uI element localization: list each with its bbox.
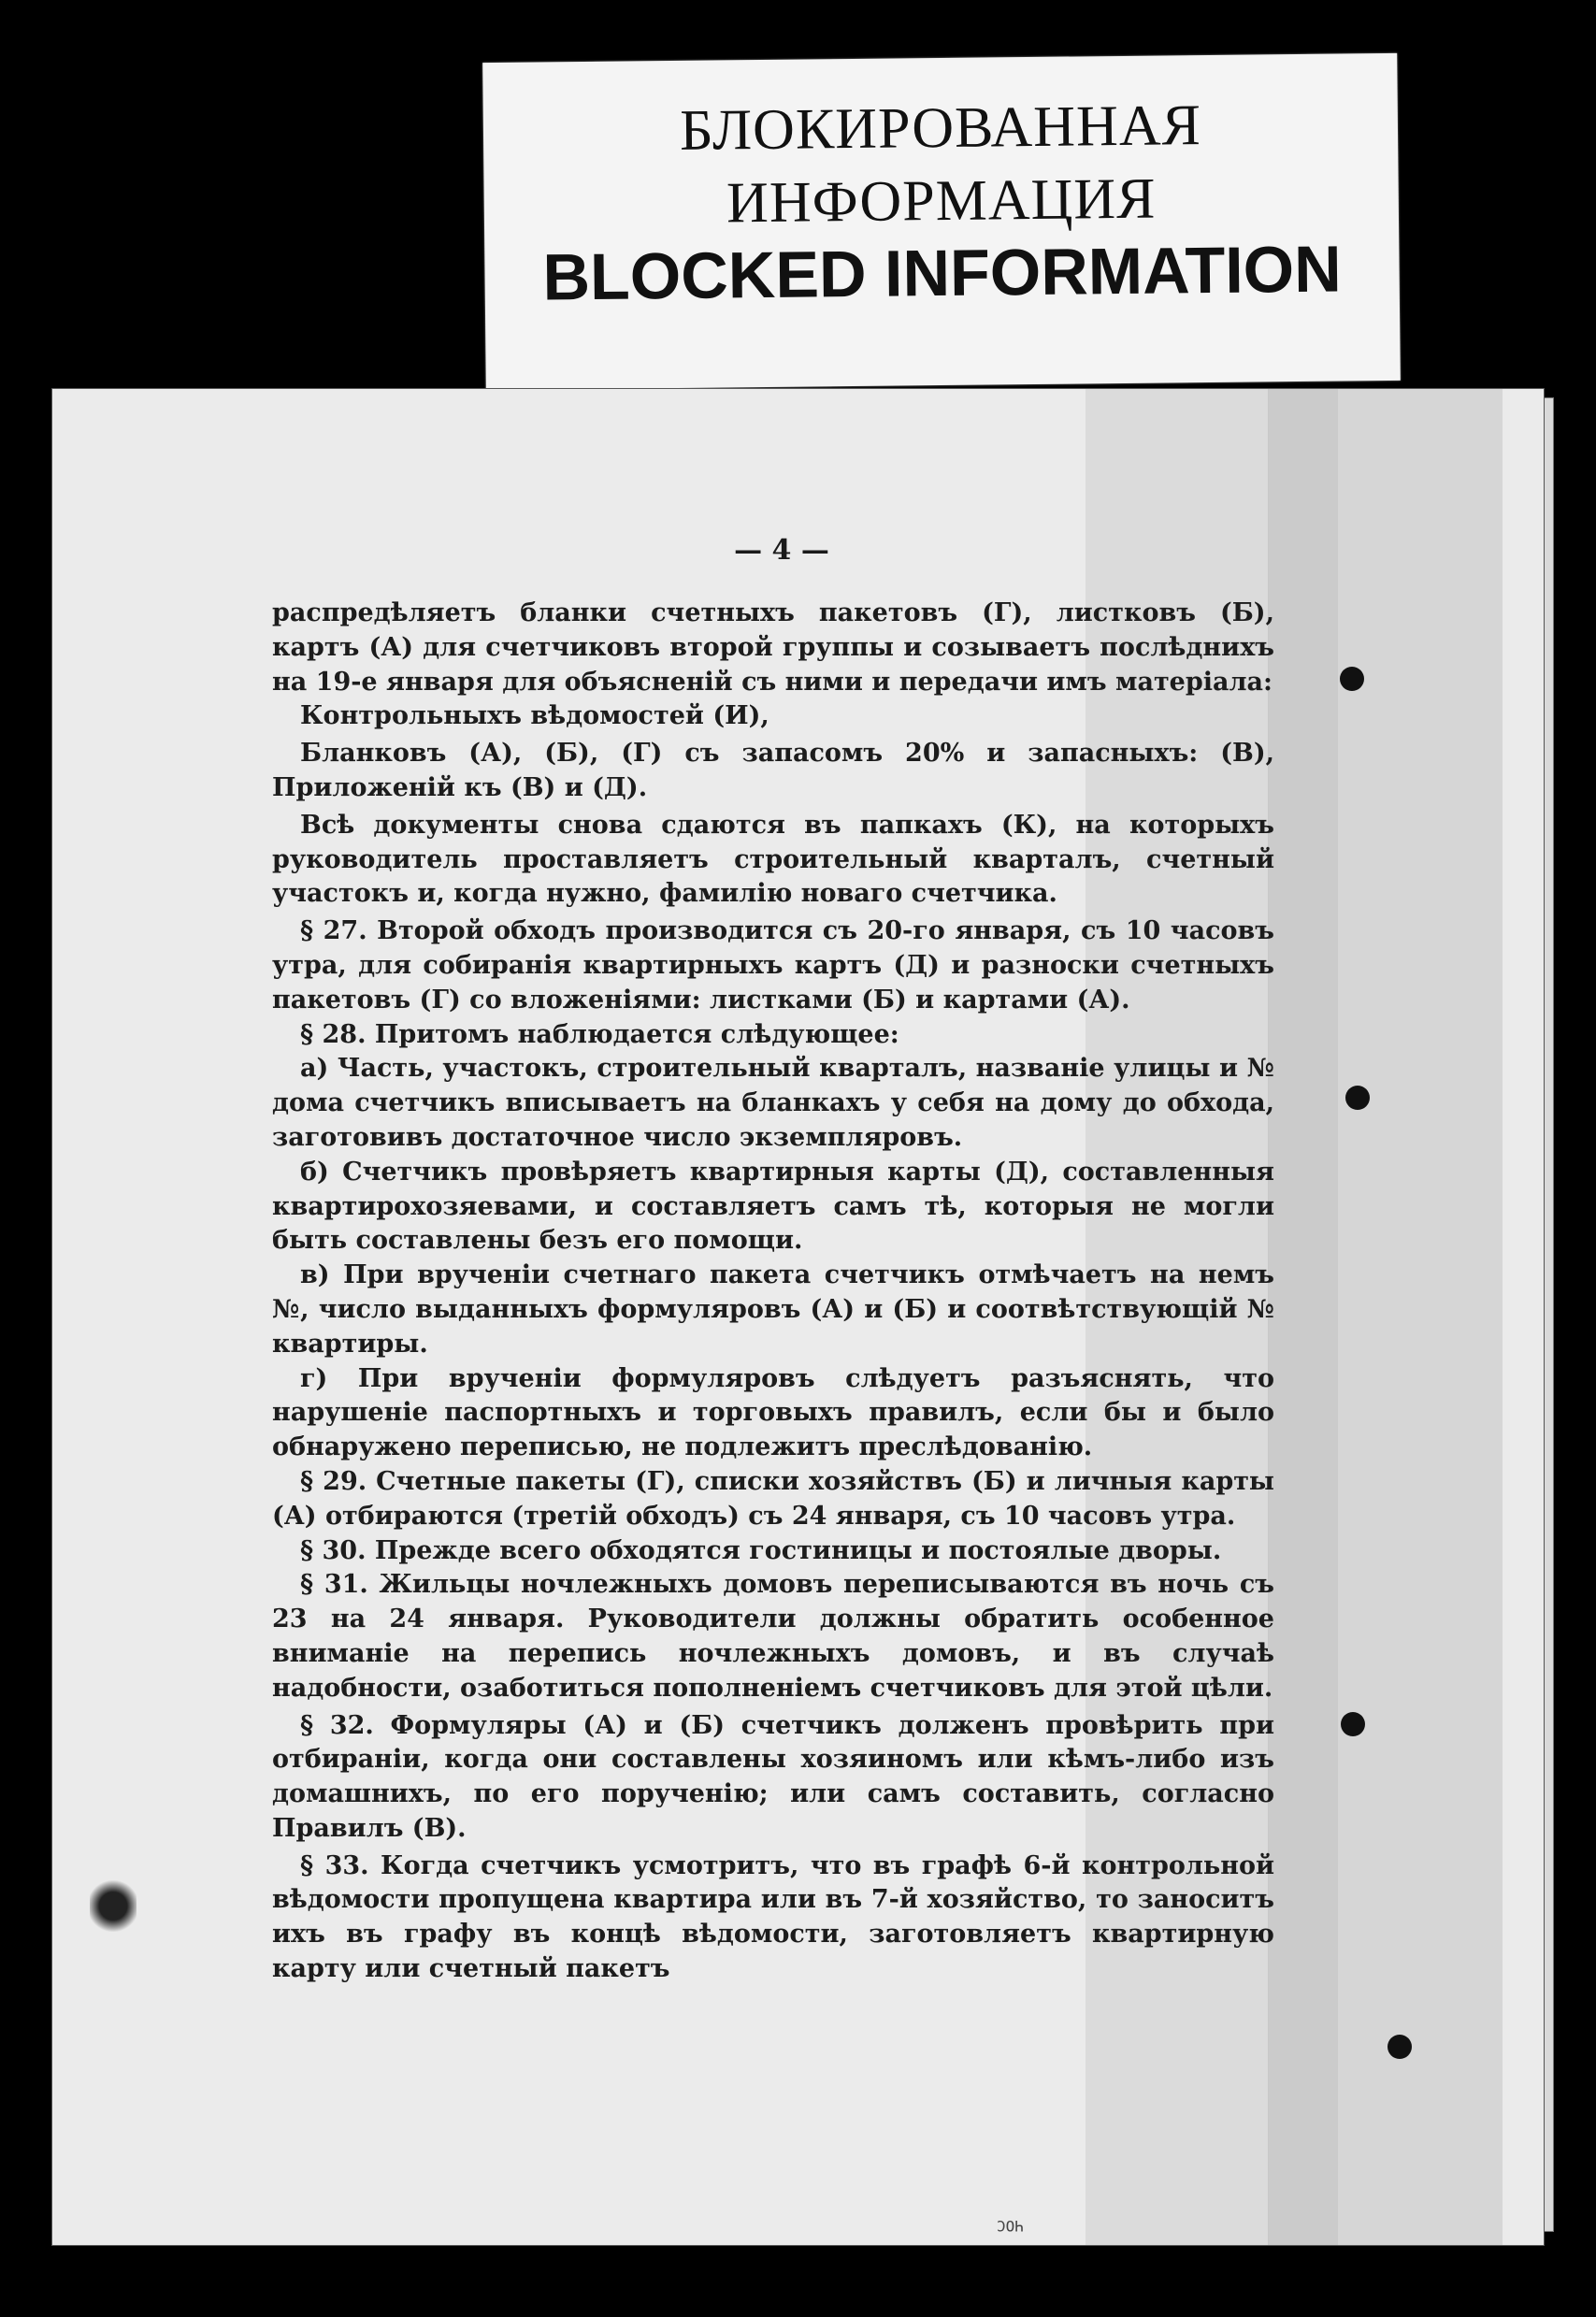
paragraph: распредѣляетъ бланки счетныхъ пакетовъ (Г), листковъ (Б), картъ (А) для счетчиковъ второй группы и созываетъ послѣднихъ на 19-е января для объясненій съ ними и передачи имъ матеріала: (272, 598, 1274, 697)
paragraph: § 32. Формуляры (А) и (Б) счетчикъ долженъ провѣрить при отбираніи, когда они составлены хозяиномъ или кѣмъ-либо изъ домашнихъ, по его порученію; или самъ составить, согласно Правилъ (В). (272, 1710, 1274, 1843)
label-line-ru-1: БЛОКИРОВАННАЯ (679, 94, 1202, 163)
paragraph: б) Счетчикъ провѣряетъ квартирныя карты (Д), составленныя квартирохозяевами, и составляетъ самъ тѣ, которыя не могли быть составлены безъ его помощи. (272, 1157, 1274, 1256)
paragraph: § 27. Второй обходъ производится съ 20-го января, съ 10 часовъ утра, для собиранія квартирныхъ картъ (Д) и разноски счетныхъ пакетовъ (Г) со вложеніями: листками (Б) и картами (А). (272, 916, 1274, 1015)
paragraph: г) При врученіи формуляровъ слѣдуетъ разъяснять, что нарушеніе паспортныхъ и торговыхъ правилъ, если бы и было обнаружено переписью, не подлежитъ преслѣдованію. (272, 1363, 1274, 1462)
punch-hole-icon (1341, 1712, 1365, 1736)
punch-hole-icon (1345, 1086, 1370, 1110)
paragraph: Бланковъ (А), (Б), (Г) съ запасомъ 20% и запасныхъ: (В), Приложеній къ (В) и (Д). (272, 739, 1274, 802)
label-line-ru-2: ИНФОРМАЦИЯ (726, 166, 1157, 236)
paragraph: § 31. Жильцы ночлежныхъ домовъ переписываются въ ночь съ 23 на 24 января. Руководители должны обратить особенное вниманіе на перепись ночлежныхъ домовъ, и въ случаѣ надобности, озаботиться пополненіемъ счетчиковъ для этой цѣли. (272, 1570, 1274, 1703)
paragraph: Всѣ документы снова сдаются въ папкахъ (К), на которыхъ руководитель проставляетъ строительный кварталъ, счетный участокъ и, когда нужно, фамилію новаго счетчика. (272, 810, 1274, 909)
paragraph: а) Часть, участокъ, строительный кварталъ, названіе улицы и № дома счетчикъ вписываетъ на бланкахъ у себя на дому до обхода, заготовивъ достаточное число экземпляровъ. (272, 1054, 1274, 1152)
punch-hole-icon (1340, 667, 1364, 691)
archive-stamp: ЧОС (997, 2217, 1024, 2235)
blocked-information-label (482, 53, 1401, 390)
paragraph: § 29. Счетные пакеты (Г), списки хозяйствъ (Б) и личныя карты (А) отбираются (третій обходъ) съ 24 января, съ 10 часовъ утра. (272, 1466, 1274, 1531)
paragraph: Контрольныхъ вѣдомостей (И), (300, 701, 769, 731)
paragraph: в) При врученіи счетнаго пакета счетчикъ отмѣчаетъ на немъ №, число выданныхъ формуляровъ (А) и (Б) и соотвѣтствующій № квартиры. (272, 1260, 1274, 1359)
document-text (272, 597, 1274, 1987)
punch-hole-icon (1388, 2035, 1412, 2059)
document-page (51, 388, 1545, 2246)
paragraph: § 30. Прежде всего обходятся гостиницы и постоялые дворы. (300, 1535, 1222, 1565)
paragraph: § 28. Притомъ наблюдается слѣдующее: (300, 1019, 899, 1049)
paragraph: § 33. Когда счетчикъ усмотритъ, что въ графѣ 6-й контрольной вѣдомости пропущена квартира или въ 7-й хозяйство, то заноситъ ихъ въ графу въ концѣ вѣдомости, заготовляетъ квартирную карту или счетный пакетъ (272, 1850, 1274, 1984)
ink-smudge (90, 1880, 137, 1932)
page-number: — 4 — (734, 534, 829, 567)
label-line-en: BLOCKED INFORMATION (542, 232, 1343, 314)
tape-strip (1268, 389, 1503, 2245)
